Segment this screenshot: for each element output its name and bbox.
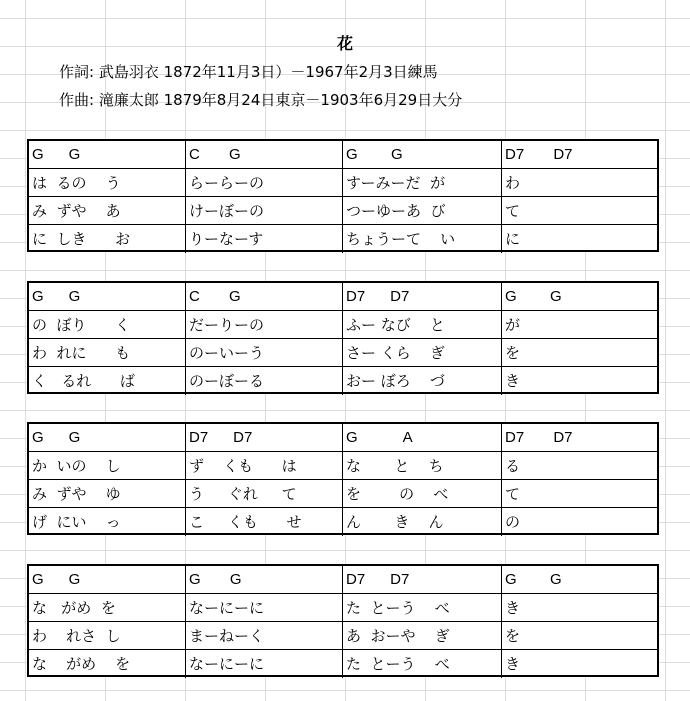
lyric-cell[interactable]: すーみーだ が: [343, 169, 502, 197]
lyric-cell[interactable]: わ れに も: [29, 339, 186, 367]
lyric-row: [29, 367, 657, 395]
lyric-cell[interactable]: ちょうーて い: [343, 225, 502, 253]
lyric-cell[interactable]: な がめ を: [29, 650, 186, 678]
lyric-cell[interactable]: う ぐれ て: [186, 480, 343, 508]
chord-cell[interactable]: G G: [505, 288, 562, 305]
chord-cell[interactable]: G G: [505, 571, 562, 588]
lyric-row: [29, 452, 657, 480]
lyric-row: [29, 339, 657, 367]
lyric-cell[interactable]: た とーう べ: [343, 650, 502, 678]
lyric-cell[interactable]: な がめ を: [29, 594, 186, 622]
lyric-cell[interactable]: た とーう べ: [343, 594, 502, 622]
chord-cell[interactable]: G G: [29, 424, 186, 452]
chord-cell[interactable]: G G: [343, 141, 502, 169]
chord-cell[interactable]: G G: [29, 283, 186, 311]
lyric-row: [29, 622, 657, 650]
chord-row: [29, 566, 657, 594]
song-block: [27, 139, 659, 252]
lyric-cell[interactable]: る: [505, 457, 521, 475]
lyric-cell[interactable]: つーゆーあ び: [343, 197, 502, 225]
lyric-cell[interactable]: て: [505, 202, 521, 220]
lyric-cell[interactable]: て: [505, 485, 521, 503]
chord-cell[interactable]: D7 D7: [505, 429, 573, 446]
lyric-cell[interactable]: けーぼーの: [186, 197, 343, 225]
chord-row: [29, 283, 657, 311]
lyric-cell[interactable]: のーいーう: [186, 339, 343, 367]
lyric-cell[interactable]: き: [505, 655, 521, 673]
lyricist-credit: 作詞: 武島羽衣 1872年11月3日）－1967年2月3日練馬: [59, 63, 438, 81]
lyric-cell[interactable]: み ずや ゆ: [29, 480, 186, 508]
lyric-cell[interactable]: く るれ ば: [29, 367, 186, 395]
lyric-cell[interactable]: を の べ: [343, 480, 502, 508]
lyric-cell[interactable]: りーなーす: [186, 225, 343, 253]
chord-row: [29, 141, 657, 169]
lyric-cell[interactable]: ん き ん: [343, 508, 502, 536]
lyric-cell[interactable]: を: [505, 344, 521, 362]
lyric-cell[interactable]: だーりーの: [186, 311, 343, 339]
lyric-cell[interactable]: あ おーや ぎ: [343, 622, 502, 650]
lyric-row: [29, 650, 657, 678]
lyric-row: [29, 594, 657, 622]
lyric-row: [29, 508, 657, 536]
lyric-cell[interactable]: が: [505, 316, 521, 334]
lyric-cell[interactable]: の: [505, 513, 521, 531]
chord-cell[interactable]: D7 D7: [343, 283, 502, 311]
lyric-cell[interactable]: なーにーに: [186, 650, 343, 678]
lyric-cell[interactable]: なーにーに: [186, 594, 343, 622]
lyric-cell[interactable]: き: [505, 599, 521, 617]
lyric-cell[interactable]: を: [505, 627, 521, 645]
lyric-cell[interactable]: わ: [505, 174, 521, 192]
lyric-cell[interactable]: おー ぼろ づ: [343, 367, 502, 395]
lyric-row: [29, 197, 657, 225]
lyric-cell[interactable]: か いの し: [29, 452, 186, 480]
lyric-cell[interactable]: の ぼり く: [29, 311, 186, 339]
lyric-row: [29, 169, 657, 197]
lyric-cell[interactable]: げ にい っ: [29, 508, 186, 536]
song-block: [27, 564, 659, 677]
lyric-cell[interactable]: ふー なび と: [343, 311, 502, 339]
lyric-cell[interactable]: は るの う: [29, 169, 186, 197]
chord-cell[interactable]: D7 D7: [343, 566, 502, 594]
chord-cell[interactable]: G G: [186, 566, 343, 594]
song-block: [27, 422, 659, 535]
lyric-cell[interactable]: わ れさ し: [29, 622, 186, 650]
chord-cell[interactable]: C G: [186, 283, 343, 311]
lyric-cell[interactable]: き: [505, 372, 521, 390]
lyric-cell[interactable]: に しき お: [29, 225, 186, 253]
lyric-cell[interactable]: のーぼーる: [186, 367, 343, 395]
lyric-row: [29, 225, 657, 253]
lyric-cell[interactable]: な と ち: [343, 452, 502, 480]
chord-cell[interactable]: G A: [343, 424, 502, 452]
chord-cell[interactable]: D7 D7: [505, 146, 573, 163]
lyric-cell[interactable]: さー くら ぎ: [343, 339, 502, 367]
lyric-cell[interactable]: に: [505, 230, 521, 248]
lyric-cell[interactable]: まーねーく: [186, 622, 343, 650]
lyric-cell[interactable]: み ずや あ: [29, 197, 186, 225]
lyric-cell[interactable]: ず くも は: [186, 452, 343, 480]
chord-row: [29, 424, 657, 452]
song-title: 花: [336, 34, 353, 53]
lyric-row: [29, 311, 657, 339]
lyric-cell[interactable]: らーらーの: [186, 169, 343, 197]
chord-cell[interactable]: D7 D7: [186, 424, 343, 452]
composer-credit: 作曲: 滝廉太郎 1879年8月24日東京－1903年6月29日大分: [59, 91, 463, 109]
lyric-cell[interactable]: こ くも せ: [186, 508, 343, 536]
chord-cell[interactable]: G G: [29, 566, 186, 594]
chord-cell[interactable]: C G: [186, 141, 343, 169]
lyric-row: [29, 480, 657, 508]
song-block: [27, 281, 659, 394]
chord-cell[interactable]: G G: [29, 141, 186, 169]
